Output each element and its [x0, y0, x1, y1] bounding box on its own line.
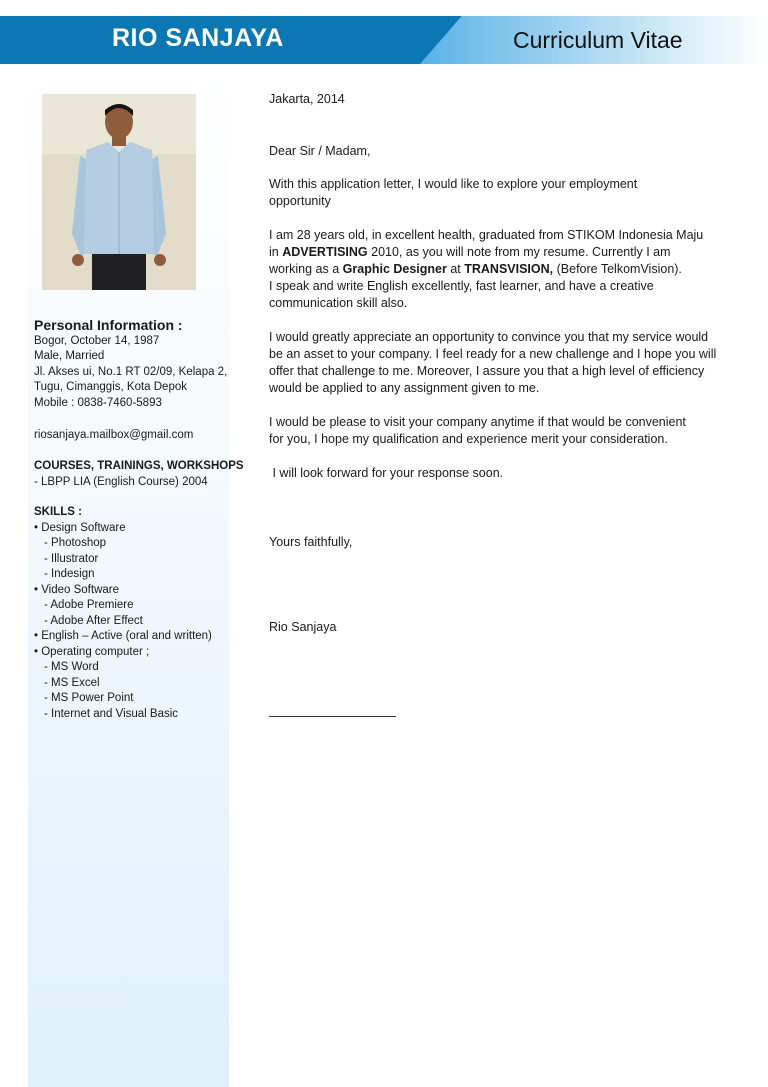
skill-item: - Indesign	[44, 568, 95, 580]
skill-item: • Video Software	[34, 583, 120, 596]
letter-line: I would greatly appreciate an opportunity to convince you that my service would	[269, 330, 709, 344]
skills-list	[34, 521, 212, 723]
letter-line	[269, 261, 739, 278]
letter-closing: Yours faithfully,	[269, 535, 353, 549]
company-highlight: TRANSVISION,	[464, 262, 554, 276]
letter-line: I would be please to visit your company anytime if that would be convenient	[269, 415, 686, 429]
letter-line: be an asset to your company. I feel ready for a new challenge and I hope you will	[269, 347, 717, 361]
signature-name: Rio Sanjaya	[269, 620, 337, 634]
degree-highlight: ADVERTISING	[282, 245, 368, 259]
text-run: (Before TelkomVision).	[553, 262, 682, 276]
personal-line: Mobile : 0838-7460-5893	[34, 396, 162, 409]
skill-item: - MS Word	[44, 661, 99, 673]
job-title-highlight: Graphic Designer	[342, 262, 447, 276]
letter-line: communication skill also.	[269, 296, 408, 310]
course-item: - LBPP LIA (English Course) 2004	[34, 475, 208, 488]
courses-heading: COURSES, TRAININGS, WORKSHOPS	[34, 460, 244, 472]
letter-salutation: Dear Sir / Madam,	[269, 144, 371, 158]
personal-line: Male, Married	[34, 350, 105, 362]
signature-line	[269, 716, 396, 717]
letter-paragraph-3	[269, 329, 739, 397]
letter-line: would be applied to any assignment given to me.	[269, 381, 540, 395]
letter-paragraph-1	[269, 176, 739, 210]
letter-line	[269, 244, 739, 261]
personal-info-heading: Personal Information :	[34, 317, 183, 333]
skills-section	[34, 505, 212, 722]
text-run: 2010, as you will note from my resume. Currently I am	[367, 245, 671, 259]
skill-item: • Design Software	[34, 521, 126, 534]
letter-line: offer that challenge to me. Moreover, I assure you that a high level of efficiency	[269, 364, 705, 378]
skill-item: - MS Power Point	[44, 692, 134, 704]
personal-info-section	[34, 318, 227, 411]
skill-item: - Illustrator	[44, 552, 99, 565]
letter-paragraph-4	[269, 414, 739, 448]
skill-item: - Adobe Premiere	[44, 599, 134, 611]
personal-line: Bogor, October 14, 1987	[34, 334, 160, 347]
personal-line: Jl. Akses ui, No.1 RT 02/09, Kelapa 2,	[34, 365, 228, 378]
skill-item: - MS Excel	[44, 676, 100, 689]
skill-item: - Internet and Visual Basic	[44, 707, 179, 720]
text-run: in	[269, 245, 283, 259]
person-portrait-icon	[42, 94, 196, 290]
text-run: working as a	[269, 262, 343, 276]
text-run: at	[446, 262, 465, 276]
letter-paragraph-2	[269, 227, 739, 312]
letter-line: opportunity	[269, 194, 331, 208]
letter-line: I am 28 years old, in excellent health, graduated from STIKOM Indonesia Maju	[269, 228, 704, 242]
skill-item: • Operating computer ;	[34, 645, 150, 658]
skill-item: - Adobe After Effect	[44, 614, 143, 627]
letter-paragraph-5: I will look forward for your response soon.	[269, 466, 504, 480]
letter-date: Jakarta, 2014	[269, 92, 345, 106]
skill-item: - Photoshop	[44, 537, 107, 549]
email-address[interactable]: riosanjaya.mailbox@gmail.com	[34, 429, 194, 441]
skill-item: • English – Active (oral and written)	[34, 630, 212, 642]
profile-photo	[42, 94, 196, 290]
header-banner	[0, 16, 768, 64]
letter-line: With this application letter, I would like to explore your employment	[269, 177, 638, 191]
candidate-name: RIO SANJAYA	[112, 24, 284, 52]
skills-heading: SKILLS :	[34, 506, 82, 518]
letter-line: for you, I hope my qualification and experience merit your consideration.	[269, 432, 668, 446]
letter-line: I speak and write English excellently, fast learner, and have a creative	[269, 279, 654, 293]
document-title: Curriculum Vitae	[513, 27, 683, 53]
courses-section	[34, 459, 244, 490]
personal-line: Tugu, Cimanggis, Kota Depok	[34, 381, 187, 393]
